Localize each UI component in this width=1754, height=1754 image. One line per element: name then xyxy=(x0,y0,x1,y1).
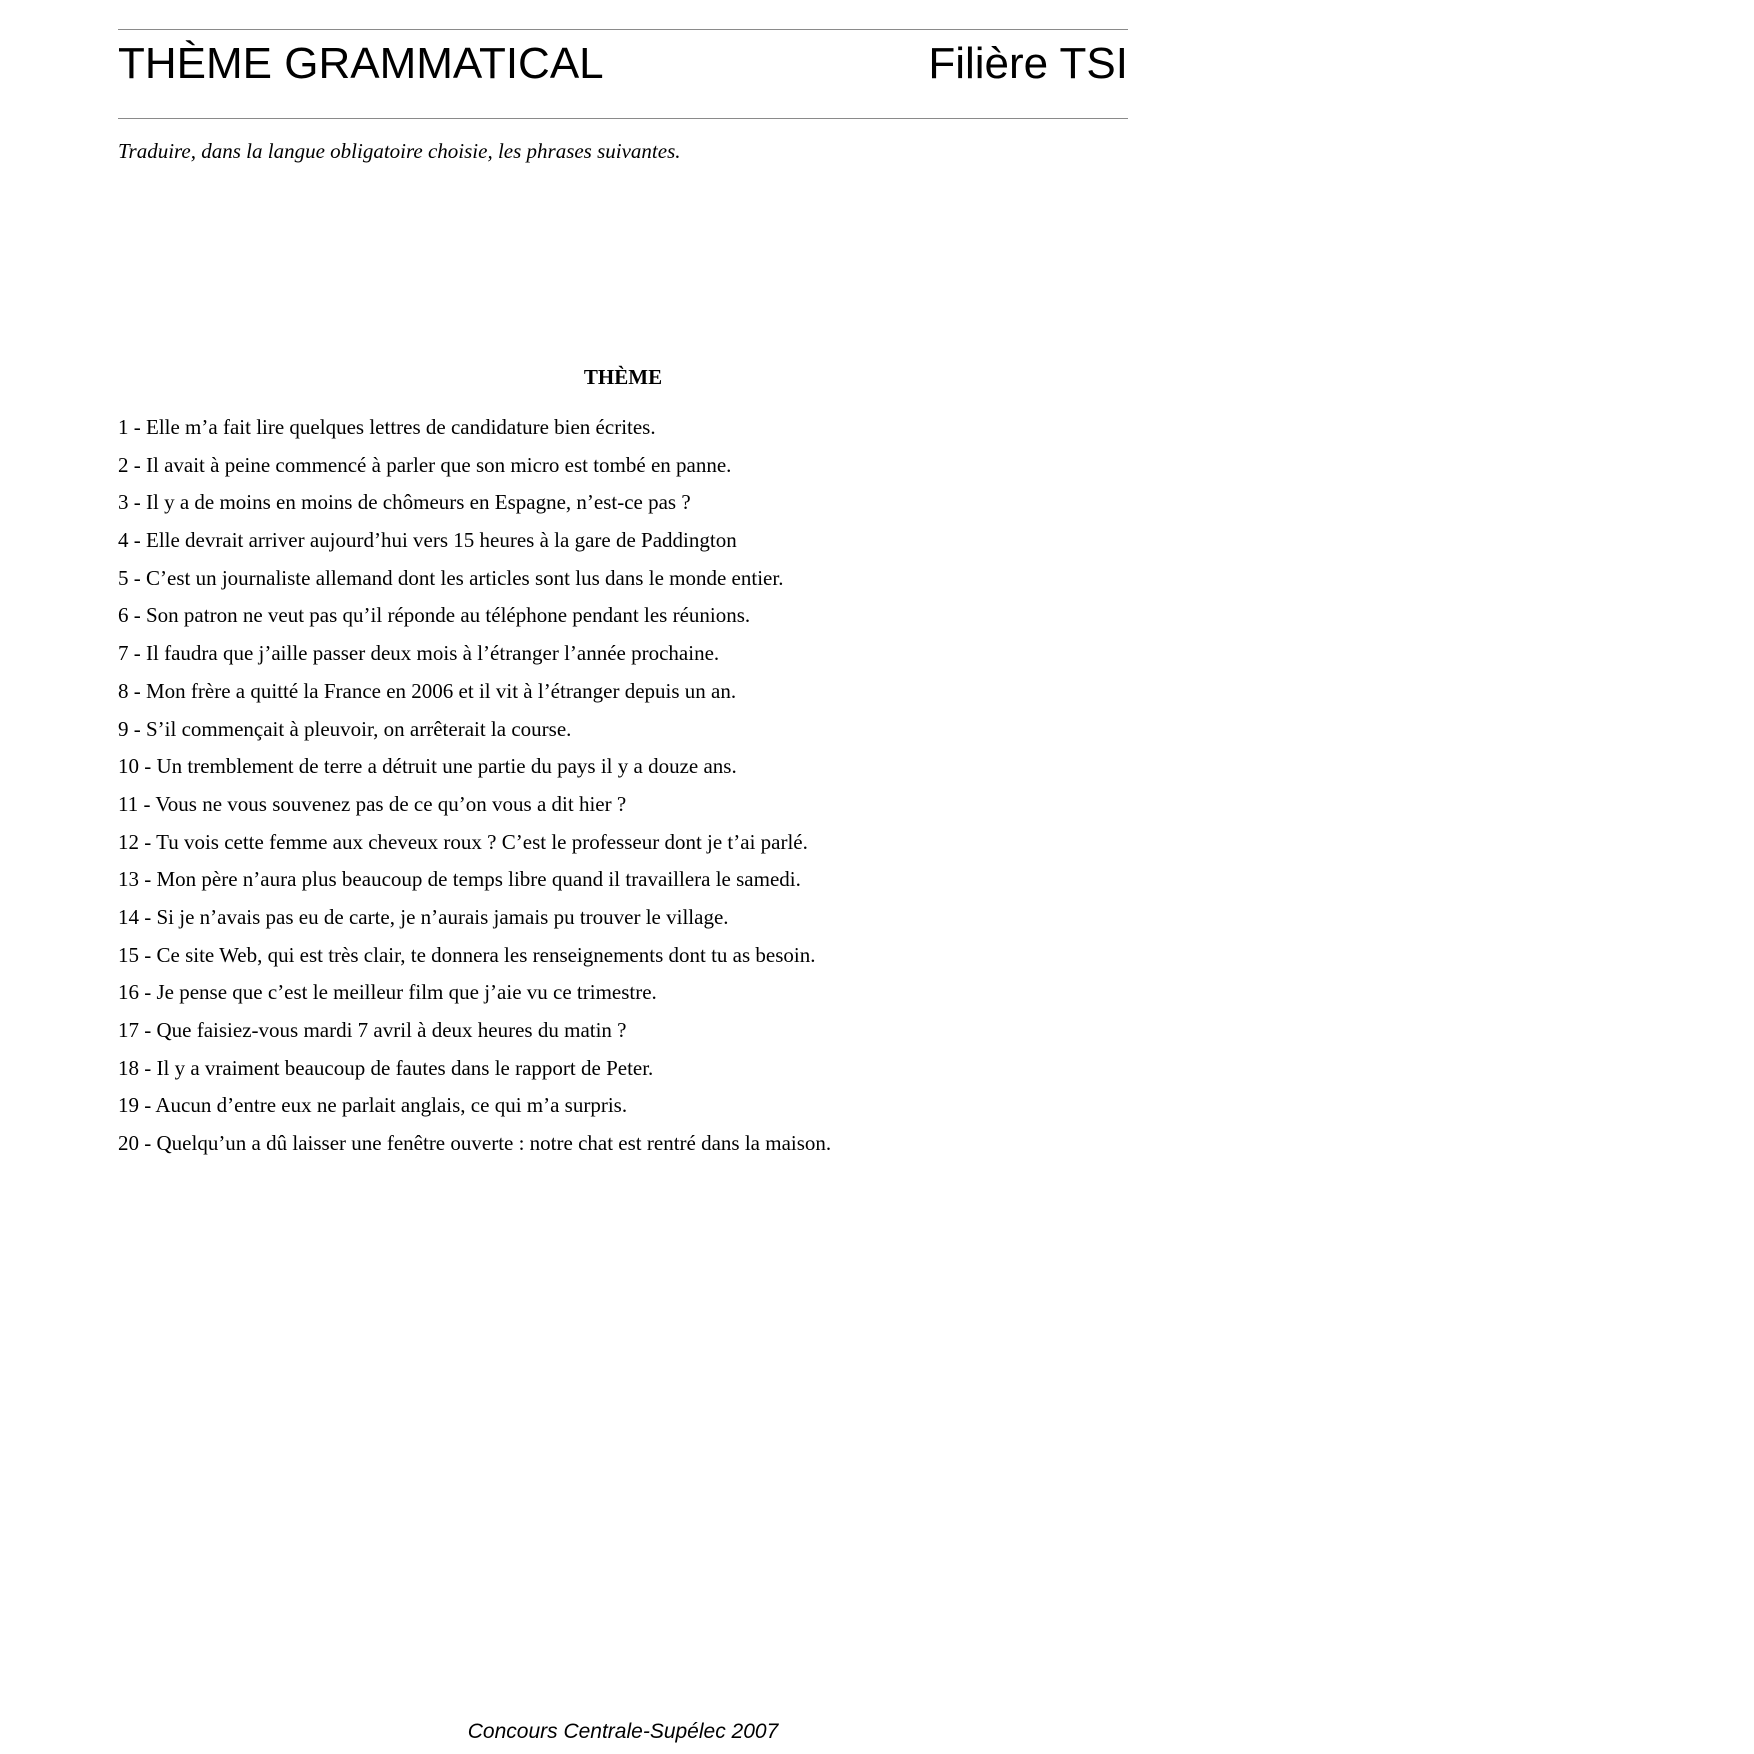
sentence-list xyxy=(118,413,831,1167)
sentence-item: 10 - Un tremblement de terre a détruit une partie du pays il y a douze ans. xyxy=(118,754,737,779)
footer-text: Concours Centrale-Supélec 2007 xyxy=(467,1720,779,1743)
sentence-item: 3 - Il y a de moins en moins de chômeurs en Espagne, n’est-ce pas ? xyxy=(118,490,691,515)
header-bottom-rule xyxy=(118,118,1128,119)
sentence-item: 18 - Il y a vraiment beaucoup de fautes dans le rapport de Peter. xyxy=(118,1055,654,1080)
sentence-item: 16 - Je pense que c’est le meilleur film que j’aie vu ce trimestre. xyxy=(118,980,657,1005)
sentence-item: 14 - Si je n’avais pas eu de carte, je n’aurais jamais pu trouver le village. xyxy=(118,904,729,929)
sentence-item: 17 - Que faisiez-vous mardi 7 avril à deux heures du matin ? xyxy=(118,1018,627,1042)
sentence-item: 2 - Il avait à peine commencé à parler que son micro est tombé en panne. xyxy=(118,452,732,477)
sentence-item: 9 - S’il commençait à pleuvoir, on arrêterait la course. xyxy=(118,716,572,741)
sentence-item: 11 - Vous ne vous souvenez pas de ce qu’on vous a dit hier ? xyxy=(118,791,627,816)
sentence-item: 13 - Mon père n’aura plus beaucoup de temps libre quand il travaillera le samedi. xyxy=(118,867,801,892)
section-heading: THÈME xyxy=(583,365,663,389)
sentence-item: 4 - Elle devrait arriver aujourd’hui vers 15 heures à la gare de Paddington xyxy=(118,528,737,553)
sentence-item: 7 - Il faudra que j’aille passer deux mois à l’étranger l’année prochaine. xyxy=(118,641,720,666)
page-title: THÈME GRAMMATICAL xyxy=(118,39,604,88)
sentence-item: 5 - C’est un journaliste allemand dont les articles sont lus dans le monde entier. xyxy=(118,565,784,590)
sentence-item: 20 - Quelqu’un a dû laisser une fenêtre ouverte : notre chat est rentré dans la maison. xyxy=(118,1131,832,1156)
instruction-text: Traduire, dans la langue obligatoire choisie, les phrases suivantes. xyxy=(118,139,681,163)
sentence-item: 6 - Son patron ne veut pas qu’il réponde au téléphone pendant les réunions. xyxy=(118,603,751,628)
sentence-item: 8 - Mon frère a quitté la France en 2006 et il vit à l’étranger depuis un an. xyxy=(118,678,737,703)
sentence-item: 12 - Tu vois cette femme aux cheveux roux ? C’est le professeur dont je t’ai parlé. xyxy=(118,829,808,854)
sentence-item: 19 - Aucun d’entre eux ne parlait anglais, ce qui m’a surpris. xyxy=(118,1093,628,1118)
track-label: Filière TSI xyxy=(928,39,1128,88)
sentence-item: 15 - Ce site Web, qui est très clair, te donnera les renseignements dont tu as besoin. xyxy=(118,942,816,967)
sentence-item: 1 - Elle m’a fait lire quelques lettres de candidature bien écrites. xyxy=(118,415,656,439)
header-top-rule xyxy=(118,29,1128,30)
